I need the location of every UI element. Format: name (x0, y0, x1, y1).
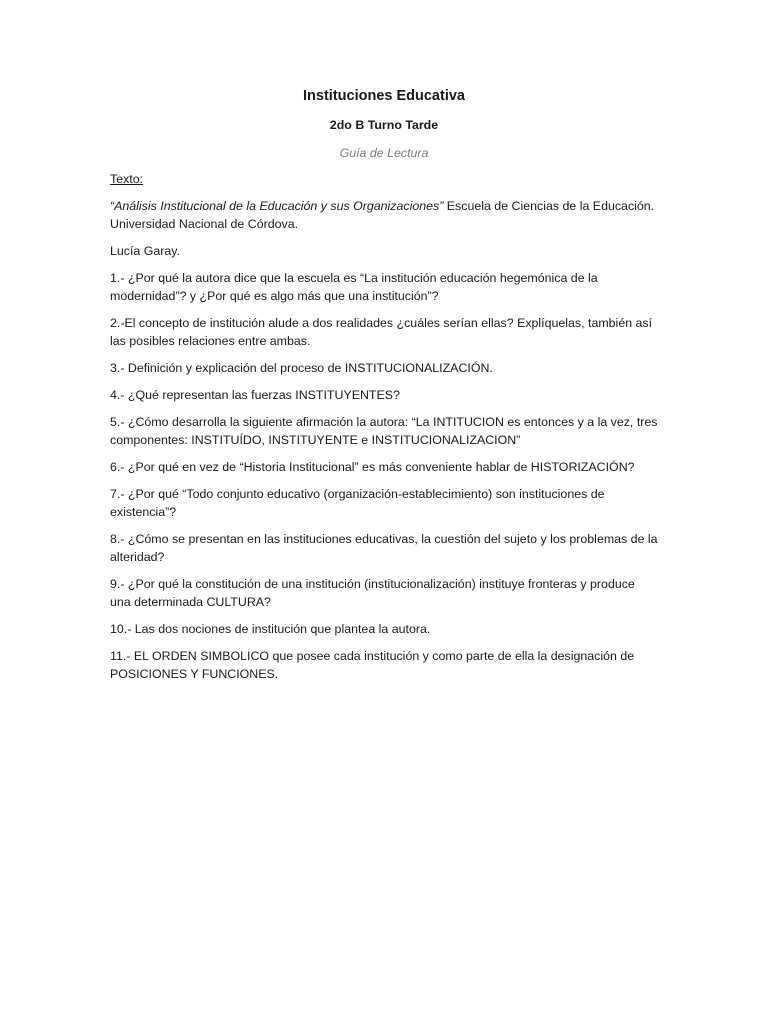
question-1: 1.- ¿Por qué la autora dice que la escuela es “La institución educación hegemónica de la modernidad”? y ¿Por qué es algo más que una institución”? (110, 271, 598, 303)
question-6: 6.- ¿Por qué en vez de “Historia Institucional” es más conveniente hablar de HISTORIZACIÓN? (110, 460, 635, 474)
question-5: 5.- ¿Cómo desarrolla la siguiente afirmación la autora: “La INTITUCION es entonces y a la vez, tres componentes: INSTITUÍDO, INSTITUYENTE e INSTITUCIONALIZACION” (110, 415, 658, 447)
reference-title: “Análisis Institucional de la Educación y sus Organizaciones” (110, 199, 444, 213)
author-name: Lucía Garay. (110, 244, 181, 258)
document-title: Instituciones Educativa (303, 88, 465, 104)
document-subtitle: 2do B Turno Tarde (329, 118, 439, 132)
question-7: 7.- ¿Por qué “Todo conjunto educativo (organización-establecimiento) son instituciones de existencia”? (110, 487, 605, 519)
reference-source: Escuela de Ciencias de la Educación. Universidad Nacional de Córdova. (110, 199, 655, 231)
guide-heading: Guía de Lectura (339, 146, 429, 160)
reference-paragraph (110, 197, 658, 233)
question-8: 8.- ¿Cómo se presentan en las instituciones educativas, la cuestión del sujeto y los problemas de la alteridad? (110, 532, 658, 564)
document-content (110, 86, 658, 692)
question-9: 9.- ¿Por qué la constitución de una institución (institucionalización) instituye fronteras y produce una determinada CULTURA? (110, 577, 635, 609)
question-2: 2.-El concepto de institución alude a dos realidades ¿cuáles serían ellas? Explíquelas, también así las posibles relaciones entre ambas. (110, 316, 653, 348)
question-4: 4.- ¿Qué representan las fuerzas INSTITUYENTES? (110, 388, 400, 402)
question-10: 10.- Las dos nociones de institución que plantea la autora. (110, 622, 431, 636)
texto-label: Texto: (110, 172, 144, 186)
question-3: 3.- Definición y explicación del proceso de INSTITUCIONALIZACIÓN. (110, 361, 493, 375)
question-11: 11.- EL ORDEN SIMBOLICO que posee cada institución y como parte de ella la designación de POSICIONES Y FUNCIONES. (110, 649, 635, 681)
